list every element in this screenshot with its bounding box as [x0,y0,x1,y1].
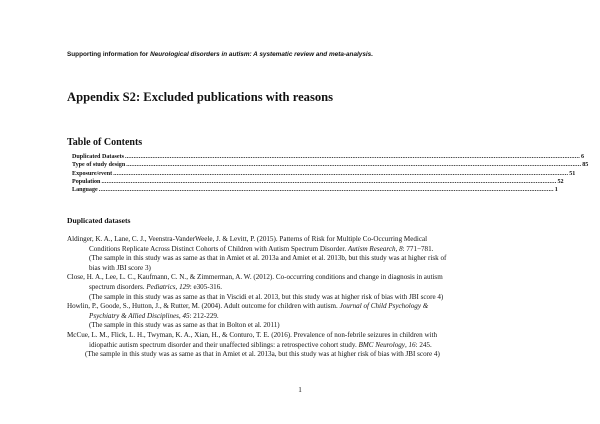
journal-name: Psychiatry & Allied Disciplines [89,311,179,320]
reference-pages: : 245. [415,340,432,349]
toc-entry-page: 6 [580,154,585,160]
journal-name: BMC Neurology [358,340,405,349]
reference-text: , [175,282,180,291]
exclusion-reason: (The sample in this study was as same as that in Amiet et al. 2013a, but this study was at higher risk of bias with JBI score 4) [85,350,440,359]
exclusion-reason: (The sample in this study was as same as that in Bolton et al. 2011) [89,321,280,330]
toc-entry-type-of-study-design[interactable] [72,161,589,169]
toc-entry-page: 52 [557,178,564,185]
toc-leader-dots: ........................................................................................................................................................................................................................................................................ [98,187,554,194]
toc-entry-label[interactable]: Exposure/event [72,170,113,177]
appendix-title: Appendix S2: Excluded publications with reasons [67,90,334,104]
reference-line: Close, H. A., Lee, L. C., Kaufmann, C. N., & Zimmerman, A. W. (2012). Co-occurring conditions and change in diagnosis in autism [67,273,443,282]
section-heading-duplicated-datasets: Duplicated datasets [67,216,131,225]
toc-leader-dots: ........................................................................................................................................................................................................................................................................ [124,154,580,160]
exclusion-reason: bias with JBI score 3) [89,263,151,272]
toc-entry-language[interactable] [72,186,558,194]
table-of-contents [72,153,589,194]
toc-entry-page: 51 [569,170,576,177]
toc-entry-duplicated-datasets[interactable] [72,153,585,161]
header-paper-title: Neurological disorders in autism: A systematic review and meta-analysis. [150,51,374,58]
journal-name: Pediatrics [146,282,176,291]
toc-entry-page: 1 [554,187,558,194]
reference-entry [67,302,537,331]
journal-name: Journal of Child Psychology & [339,302,429,311]
reference-list [67,235,537,360]
toc-entry-label[interactable]: Type of study design [72,162,126,169]
toc-leader-dots: ........................................................................................................................................................................................................................................................................ [113,170,569,177]
reference-line [67,302,537,312]
journal-volume: 16 [408,340,416,349]
reference-pages: : e305-316. [189,282,223,291]
toc-entry-label[interactable]: Population [72,178,101,185]
reference-entry [67,331,537,360]
journal-volume: 8 [399,244,403,253]
journal-volume: 129 [179,282,190,291]
reference-text: , [178,311,183,320]
reference-text: spectrum disorders. [89,282,147,291]
header-prefix: Supporting information for [67,51,151,58]
reference-pages: : 212-229. [189,311,219,320]
reference-pages: : 771−781. [402,244,434,253]
reference-line: McCue, L. M., Flick, L. H., Twyman, K. A., Xian, H., & Conturo, T. E. (2016). Prevalence of non-febrile seizures in children with [67,330,438,339]
toc-title: Table of Contents [67,137,143,148]
toc-entry-label[interactable]: Duplicated Datasets [72,154,124,160]
reference-line [67,341,537,351]
page-number: 1 [298,386,302,394]
journal-volume: 45 [182,311,190,320]
exclusion-reason: (The sample in this study was as same as that in Amiet et al. 2013a and Amiet et al. 2013b, but this study was at higher risk of [89,254,447,263]
toc-leader-dots: ........................................................................................................................................................................................................................................................................ [126,162,582,169]
reference-text: , [404,340,409,349]
toc-entry-population[interactable] [72,178,564,186]
journal-name: Autism Research [347,244,396,253]
reference-line [67,312,537,322]
toc-entry-page: 85 [582,162,589,169]
reference-text: Conditions Replicate Across Distinct Cohorts of Children with Autism Spectrum Disorder. [89,244,348,253]
toc-entry-label[interactable]: Language [72,187,98,194]
reference-text: Howlin, P., Goode, S., Hutton, J., & Rutter, M. (2004). Adult outcome for children with autism. [67,302,340,311]
reference-line [67,283,537,293]
reference-entry [67,273,537,302]
reference-text: , [395,244,400,253]
toc-leader-dots: ........................................................................................................................................................................................................................................................................ [101,178,557,185]
supporting-info-header [67,51,547,58]
reference-line: Aldinger, K. A., Lane, C. J., Veenstra-VanderWeele, J. & Levitt, P. (2015). Patterns of Risk for Multiple Co-Occurring Medical [67,235,428,243]
exclusion-reason: (The sample in this study was as same as that in Viscidi et al. 2013, but this study was at higher risk of bias with JBI score 4) [89,292,444,301]
reference-entry [67,235,537,273]
reference-text: idiopathic autism spectrum disorder and their unaffected siblings: a retrospective cohort study. [89,340,359,349]
toc-entry-exposure-event[interactable] [72,170,576,178]
reference-line [67,245,537,255]
